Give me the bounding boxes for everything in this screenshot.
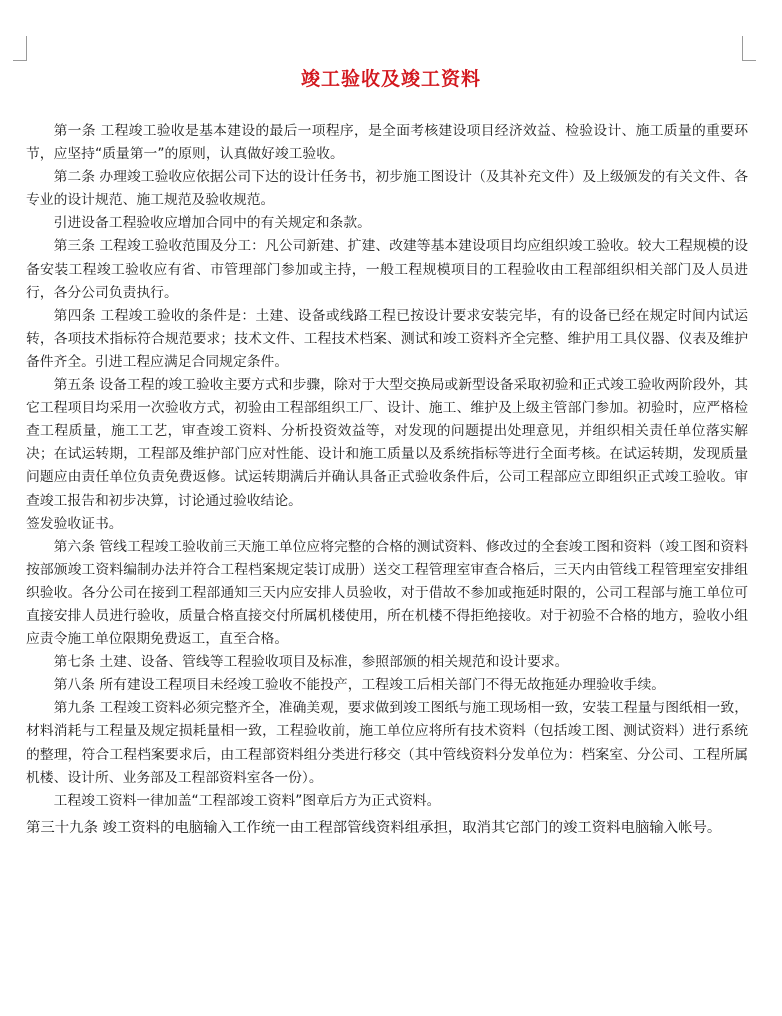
article-6: 第六条 管线工程竣工验收前三天施工单位应将完整的合格的测试资料、修改过的全套竣工图和资料（竣工图和资料按部颁竣工资料编制办法并符合工程档案规定装订成册）送交工程管理室审查合格后，三天内由管线工程管理室安排组织验收。各分公司在接到工程部通知三天内应安排人员验收，对于借故不参加或拖延时限的，公司工程部与施工单位可直接安排人员进行验收，质量合格直接交付所属机楼使用，所在机楼不得拒绝接收。对于初验不合格的地方，验收小组应责令施工单位限期免费返工，直至合格。: [26, 538, 748, 648]
article-7: 第七条 土建、设备、管线等工程验收项目及标准，参照部颁的相关规范和设计要求。: [53, 654, 569, 671]
article-1: 第一条 工程竣工验收是基本建设的最后一项程序，是全面考核建设项目经济效益、检验设计、施工质量的重要环节，应坚持“质量第一”的原则，认真做好竣工验收。: [26, 123, 748, 163]
document-body: [26, 120, 748, 841]
article-2-note: 引进设备工程验收应增加合同中的有关规定和条款。: [53, 215, 371, 232]
article-5-continuation: 签发验收证书。: [26, 515, 123, 532]
article-8: 第八条 所有建设工程项目未经竣工验收不能投产，工程竣工后相关部门不得无故拖延办理验收手续。: [53, 677, 666, 694]
article-9-note: 工程竣工资料一律加盖“工程部竣工资料”图章后方为正式资料。: [53, 792, 441, 809]
article-2: 第二条 办理竣工验收应依据公司下达的设计任务书，初步施工图设计（及其补充文件）及上级颁发的有关文件、各专业的设计规范、施工规范及验收规范。: [26, 169, 748, 209]
crop-mark-top-right: [742, 36, 756, 61]
document-title: 竣工验收及竣工资料: [300, 68, 481, 90]
crop-mark-top-left: [13, 36, 27, 61]
article-5: 第五条 设备工程的竣工验收主要方式和步骤，除对于大型交换局或新型设备采取初验和正式竣工验收两阶段外，其它工程项目均采用一次验收方式，初验由工程部组织工厂、设计、施工、维护及上级主管部门参加。初验时，应严格检查工程质量，施工工艺，审查竣工资料、分析投资效益等，对发现的问题提出处理意见，并组织相关责任单位落实解决；在试运转期，工程部及维护部门应对性能、设计和施工质量以及系统指标等进行全面考核。在试运转期，发现质量问题应由责任单位负责免费返修。试运转期满后并确认具备正式验收条件后，公司工程部应立即组织正式竣工验收。审查竣工报告和初步决算，讨论通过验收结论。: [26, 377, 748, 509]
article-39: 第三十九条 竣工资料的电脑输入工作统一由工程部管线资料组承担，取消其它部门的竣工资料电脑输入帐号。: [26, 819, 722, 836]
article-3: 第三条 工程竣工验收范围及分工：凡公司新建、扩建、改建等基本建设项目均应组织竣工验收。较大工程规模的设备安装工程竣工验收应有省、市管理部门参加或主持，一般工程规模项目的工程验收由工程部组织相关部门及人员进行，各分公司负责执行。: [26, 238, 748, 301]
article-4: 第四条 工程竣工验收的条件是：土建、设备或线路工程已按设计要求安装完毕，有的设备已经在规定时间内试运转，各项技术指标符合规范要求；技术文件、工程技术档案、测试和竣工资料齐全完整、维护用工具仪器、仪表及维护备件齐全。引进工程应满足合同规定条件。: [26, 307, 748, 370]
article-9: 第九条 工程竣工资料必须完整齐全，准确美观，要求做到竣工图纸与施工现场相一致，安装工程量与图纸相一致，材料消耗与工程量及规定损耗量相一致，工程验收前，施工单位应将所有技术资料（包括竣工图、测试资料）进行系统的整理，符合工程档案要求后，由工程部资料组分类进行移交（其中管线资料分发单位为：档案室、分公司、工程所属机楼、设计所、业务部及工程部资料室各一份）。: [26, 700, 748, 786]
